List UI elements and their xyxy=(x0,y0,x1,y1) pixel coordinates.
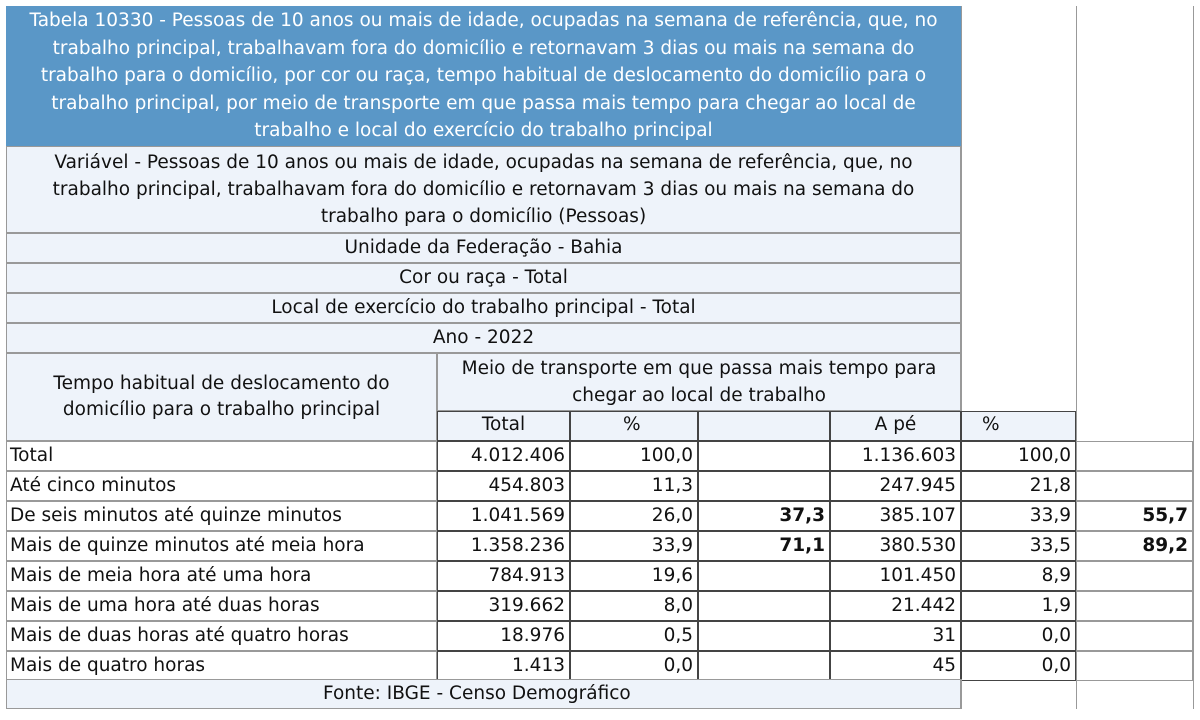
cell-cum-a-pe[interactable] xyxy=(1076,441,1193,471)
filter-ano[interactable]: Ano - 2022 xyxy=(6,323,961,353)
cell-total[interactable]: 1.041.569 xyxy=(437,501,570,531)
cell-pct-a-pe[interactable]: 33,5 xyxy=(961,531,1076,561)
cell-cum-total[interactable] xyxy=(698,651,830,681)
source-note[interactable]: Fonte: IBGE - Censo Demográfico xyxy=(6,679,961,709)
cell-pct-a-pe[interactable]: 1,9 xyxy=(961,591,1076,621)
cell-total[interactable]: 4.012.406 xyxy=(437,441,570,471)
cell-a-pe[interactable]: 385.107 xyxy=(830,501,961,531)
cell-total[interactable]: 1.358.236 xyxy=(437,531,570,561)
cell-pct-a-pe[interactable]: 100,0 xyxy=(961,441,1076,471)
row-label[interactable]: Até cinco minutos xyxy=(6,471,437,501)
cell-cum-total[interactable]: 71,1 xyxy=(698,531,830,561)
variable-description[interactable]: Variável - Pessoas de 10 anos ou mais de idade, ocupadas na semana de referência, que, no trabalho principal, trabalhavam fora do domicílio e retornavam 3 dias ou mais na semana do trabalho para o domicílio (Pessoas) xyxy=(6,146,961,233)
cell-cum-total[interactable] xyxy=(698,471,830,501)
cell-a-pe[interactable]: 101.450 xyxy=(830,561,961,591)
cell-a-pe[interactable]: 31 xyxy=(830,621,961,651)
column-header-a-pe[interactable]: A pé xyxy=(830,411,961,441)
cell-pct-a-pe[interactable]: 0,0 xyxy=(961,651,1076,681)
cell-pct-total[interactable]: 0,0 xyxy=(570,651,698,681)
cell-cum-a-pe[interactable]: 55,7 xyxy=(1076,501,1193,531)
column-header-pct-total[interactable]: % xyxy=(570,411,698,441)
cell-total[interactable]: 319.662 xyxy=(437,591,570,621)
cell-a-pe[interactable]: 380.530 xyxy=(830,531,961,561)
row-label[interactable]: Mais de duas horas até quatro horas xyxy=(6,621,437,651)
cell-a-pe[interactable]: 1.136.603 xyxy=(830,441,961,471)
row-label[interactable]: Total xyxy=(6,441,437,471)
cell-cum-a-pe[interactable] xyxy=(1076,591,1193,621)
filter-cor[interactable]: Cor ou raça - Total xyxy=(6,263,961,293)
row-label[interactable]: Mais de quatro horas xyxy=(6,651,437,681)
cell-pct-total[interactable]: 33,9 xyxy=(570,531,698,561)
cell-pct-total[interactable]: 26,0 xyxy=(570,501,698,531)
row-header-label[interactable]: Tempo habitual de deslocamento do domicílio para o trabalho principal xyxy=(6,353,437,441)
gridline xyxy=(1076,6,1077,709)
cell-cum-total[interactable] xyxy=(698,561,830,591)
column-header-blank[interactable] xyxy=(698,411,830,441)
column-header-total[interactable]: Total xyxy=(437,411,570,441)
cell-pct-total[interactable]: 0,5 xyxy=(570,621,698,651)
cell-total[interactable]: 18.976 xyxy=(437,621,570,651)
filter-uf[interactable]: Unidade da Federação - Bahia xyxy=(6,233,961,263)
cell-cum-a-pe[interactable] xyxy=(1076,561,1193,591)
filter-local[interactable]: Local de exercício do trabalho principal - Total xyxy=(6,293,961,323)
cell-pct-a-pe[interactable]: 33,9 xyxy=(961,501,1076,531)
cell-cum-total[interactable] xyxy=(698,591,830,621)
cell-pct-a-pe[interactable]: 0,0 xyxy=(961,621,1076,651)
cell-cum-a-pe[interactable] xyxy=(1076,471,1193,501)
gridline xyxy=(1193,6,1194,709)
cell-cum-total[interactable]: 37,3 xyxy=(698,501,830,531)
row-label[interactable]: De seis minutos até quinze minutos xyxy=(6,501,437,531)
gridline xyxy=(961,6,962,411)
column-header-pct-a-pe[interactable]: % xyxy=(961,411,1076,441)
cell-a-pe[interactable]: 21.442 xyxy=(830,591,961,621)
cell-cum-total[interactable] xyxy=(698,441,830,471)
cell-total[interactable]: 784.913 xyxy=(437,561,570,591)
row-label[interactable]: Mais de meia hora até uma hora xyxy=(6,561,437,591)
cell-a-pe[interactable]: 45 xyxy=(830,651,961,681)
cell-cum-a-pe[interactable] xyxy=(1076,651,1193,681)
cell-cum-a-pe[interactable] xyxy=(1076,621,1193,651)
row-label[interactable]: Mais de quinze minutos até meia hora xyxy=(6,531,437,561)
cell-pct-total[interactable]: 8,0 xyxy=(570,591,698,621)
column-group-label[interactable]: Meio de transporte em que passa mais tempo para chegar ao local de trabalho xyxy=(437,353,961,411)
gridline xyxy=(961,679,962,709)
cell-pct-total[interactable]: 100,0 xyxy=(570,441,698,471)
cell-pct-a-pe[interactable]: 21,8 xyxy=(961,471,1076,501)
row-label[interactable]: Mais de uma hora até duas horas xyxy=(6,591,437,621)
cell-total[interactable]: 454.803 xyxy=(437,471,570,501)
cell-a-pe[interactable]: 247.945 xyxy=(830,471,961,501)
cell-pct-total[interactable]: 19,6 xyxy=(570,561,698,591)
cell-pct-a-pe[interactable]: 8,9 xyxy=(961,561,1076,591)
cell-cum-a-pe[interactable]: 89,2 xyxy=(1076,531,1193,561)
table-title[interactable]: Tabela 10330 - Pessoas de 10 anos ou mais de idade, ocupadas na semana de referência, que, no trabalho principal, trabalhavam fora do domicílio e retornavam 3 dias ou mais na semana do trabalho para o domicílio, por cor ou raça, tempo habitual de deslocamento do domicílio para o trabalho principal, por meio de transporte em que passa mais tempo para chegar ao local de trabalho e local do exercício do trabalho principal xyxy=(6,6,961,146)
cell-total[interactable]: 1.413 xyxy=(437,651,570,681)
cell-cum-total[interactable] xyxy=(698,621,830,651)
cell-pct-total[interactable]: 11,3 xyxy=(570,471,698,501)
